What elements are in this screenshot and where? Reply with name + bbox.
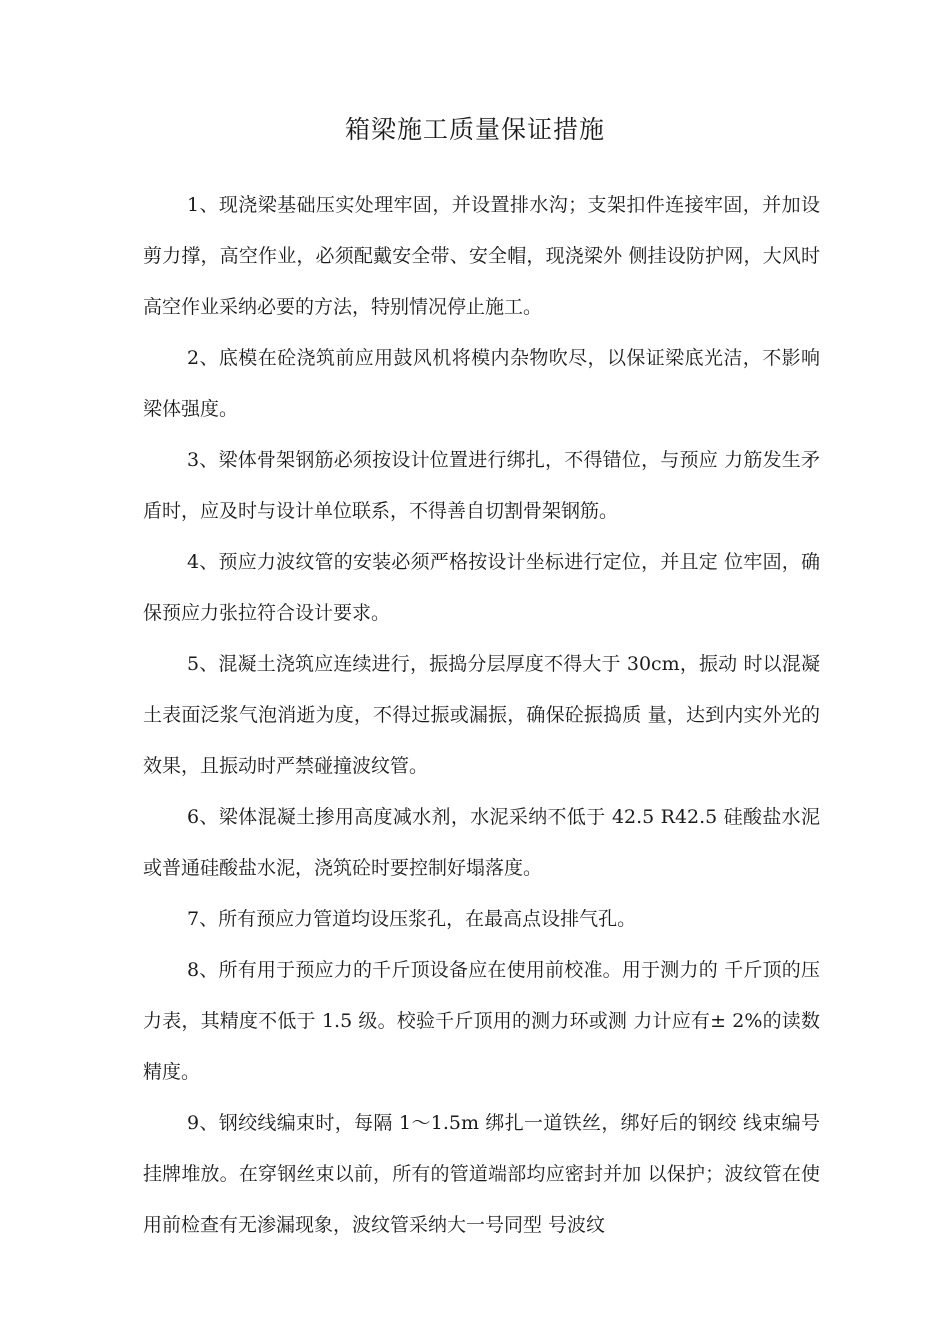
paragraph-5: 5、混凝土浇筑应连续进行，振捣分层厚度不得大于 30cm，振动 时以混凝土表面泛浆气泡消逝为度，不得过振或漏振，确保砼振捣质 量，达到内实外光的效果，且振动时严禁碰撞波纹管。 <box>143 653 820 777</box>
paragraph-3: 3、梁体骨架钢筋必须按设计位置进行绑扎，不得错位，与预应 力筋发生矛盾时，应及时与设计单位联系，不得善自切割骨架钢筋。 <box>143 449 820 522</box>
document-body <box>143 180 820 1251</box>
paragraph-4: 4、预应力波纹管的安装必须严格按设计坐标进行定位，并且定 位牢固，确保预应力张拉符合设计要求。 <box>143 551 820 624</box>
paragraph-2: 2、底模在砼浇筑前应用鼓风机将模内杂物吹尽，以保证梁底光洁，不影响梁体强度。 <box>143 347 820 420</box>
paragraph-1: 1、现浇梁基础压实处理牢固，并设置排水沟；支架扣件连接牢固，并加设剪力撑，高空作业，必须配戴安全带、安全帽，现浇梁外 侧挂设防护网，大风时高空作业采纳必要的方法，特别情况停止施工。 <box>143 194 820 318</box>
paragraph-8: 8、所有用于预应力的千斤顶设备应在使用前校准。用于测力的 千斤顶的压力表，其精度不低于 1.5 级。校验千斤顶用的测力环或测 力计应有± 2%的读数精度。 <box>143 959 820 1083</box>
paragraph-6: 6、梁体混凝土掺用高度减水剂，水泥采纳不低于 42.5 R42.5 硅酸盐水泥或普通硅酸盐水泥，浇筑砼时要控制好塌落度。 <box>143 806 820 879</box>
document-title: 箱梁施工质量保证措施 <box>344 115 605 144</box>
paragraph-7: 7、所有预应力管道均设压浆孔，在最高点设排气孔。 <box>187 908 637 930</box>
paragraph-9: 9、钢绞线编束时，每隔 1〜1.5m 绑扎一道铁丝，绑好后的钢绞 线束编号挂牌堆放。在穿钢丝束以前，所有的管道端部均应密封并加 以保护；波纹管在使用前检查有无渗漏现象，波纹管采纳大一号同型 号波纹 <box>143 1112 820 1236</box>
